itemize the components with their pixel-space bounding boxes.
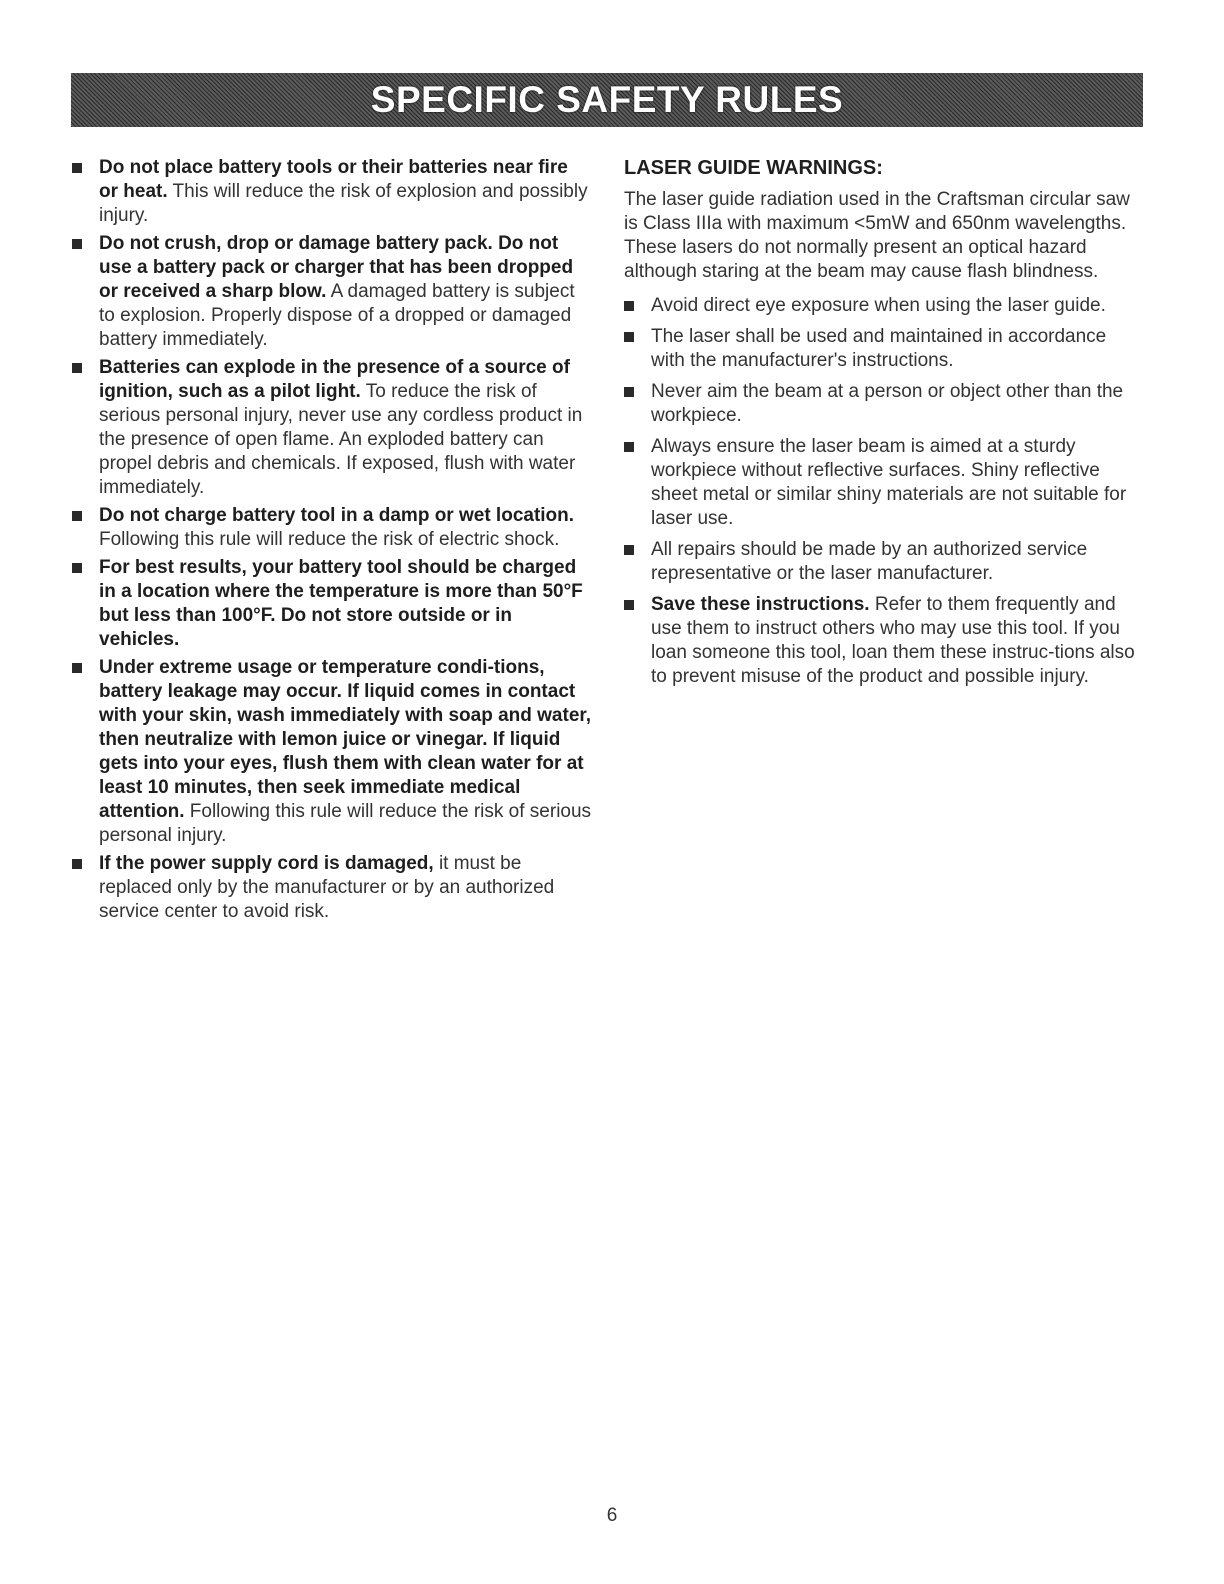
left-column xyxy=(72,156,592,928)
laser-warnings-list xyxy=(624,294,1144,689)
list-item xyxy=(72,156,592,228)
square-bullet-icon xyxy=(624,301,634,311)
rule-lead: For best results, your battery tool should be charged in a location where the temperature is more than 50°F but less than 100°F. Do not store outside or in vehicles. xyxy=(99,557,583,650)
rule-text: Following this rule will reduce the risk of serious personal injury. xyxy=(99,801,592,846)
square-bullet-icon xyxy=(624,332,634,342)
rule-lead: Do not place battery tools or their batteries near fire or heat. xyxy=(99,157,568,202)
right-column xyxy=(624,156,1144,696)
list-item xyxy=(72,356,592,500)
square-bullet-icon xyxy=(72,363,82,373)
square-bullet-icon xyxy=(72,239,82,249)
list-item xyxy=(624,325,1144,373)
square-bullet-icon xyxy=(624,442,634,452)
rule-lead: Batteries can explode in the presence of a source of ignition, such as a pilot light. xyxy=(99,357,570,402)
rule-text: Avoid direct eye exposure when using the laser guide. xyxy=(651,295,1106,316)
rule-text: This will reduce the risk of explosion and possibly injury. xyxy=(99,181,588,226)
list-item xyxy=(624,435,1144,531)
laser-guide-heading: LASER GUIDE WARNINGS: xyxy=(624,157,883,179)
list-item xyxy=(624,538,1144,586)
rule-text: Always ensure the laser beam is aimed at a sturdy workpiece without reflective surfaces. Shiny reflective sheet metal or similar shiny materials are not suitable for laser use. xyxy=(651,436,1127,529)
rule-text: Refer to them frequently and use them to instruct others who may use this tool. If you loan someone this tool, loan them these instruc-tions also to prevent misuse of the product and possible injury. xyxy=(651,594,1135,687)
rule-lead: Do not crush, drop or damage battery pack. Do not use a battery pack or charger that has been dropped or received a sharp blow. xyxy=(99,233,574,302)
rule-lead: Save these instructions. xyxy=(651,594,870,615)
square-bullet-icon xyxy=(72,563,82,573)
square-bullet-icon xyxy=(72,163,82,173)
square-bullet-icon xyxy=(72,511,82,521)
square-bullet-icon xyxy=(624,545,634,555)
list-item xyxy=(624,380,1144,428)
battery-safety-list xyxy=(72,156,592,924)
rule-text: Following this rule will reduce the risk of electric shock. xyxy=(99,529,560,550)
list-item xyxy=(72,504,592,552)
rule-lead: If the power supply cord is damaged, xyxy=(99,853,434,874)
square-bullet-icon xyxy=(624,387,634,397)
section-title-banner xyxy=(71,73,1143,127)
list-item xyxy=(624,294,1144,318)
list-item xyxy=(624,593,1144,689)
list-item xyxy=(72,556,592,652)
page-title: SPECIFIC SAFETY RULES xyxy=(370,79,844,120)
list-item xyxy=(72,232,592,352)
rule-text: it must be replaced only by the manufacturer or by an authorized service center to avoid risk. xyxy=(99,853,555,922)
rule-text: The laser shall be used and maintained in accordance with the manufacturer's instructions. xyxy=(651,326,1107,371)
rule-text: Never aim the beam at a person or object other than the workpiece. xyxy=(651,381,1124,426)
laser-intro-paragraph: The laser guide radiation used in the Craftsman circular saw is Class IIIa with maximum <5mW and 650nm wavelengths. These lasers do not normally present an optical hazard although staring at the beam may cause flash blindness. xyxy=(624,189,1130,282)
rule-text: All repairs should be made by an authorized service representative or the laser manufacturer. xyxy=(651,539,1088,584)
list-item xyxy=(72,656,592,848)
rule-text: To reduce the risk of serious personal injury, never use any cordless product in the presence of open flame. An exploded battery can propel debris and chemicals. If exposed, flush with water immediately. xyxy=(99,381,583,498)
square-bullet-icon xyxy=(72,663,82,673)
list-item xyxy=(72,852,592,924)
square-bullet-icon xyxy=(72,859,82,869)
rule-lead: Under extreme usage or temperature condi-tions, battery leakage may occur. If liquid comes in contact with your skin, wash immediately with soap and water, then neutralize with lemon juice or vinegar. If liquid gets into your eyes, flush them with clean water for at least 10 minutes, then seek immediate medical attention. xyxy=(99,657,592,822)
page-number: 6 xyxy=(606,1505,618,1526)
rule-lead: Do not charge battery tool in a damp or wet location. xyxy=(99,505,575,526)
rule-text: A damaged battery is subject to explosion. Properly dispose of a dropped or damaged battery immediately. xyxy=(99,281,575,350)
square-bullet-icon xyxy=(624,600,634,610)
